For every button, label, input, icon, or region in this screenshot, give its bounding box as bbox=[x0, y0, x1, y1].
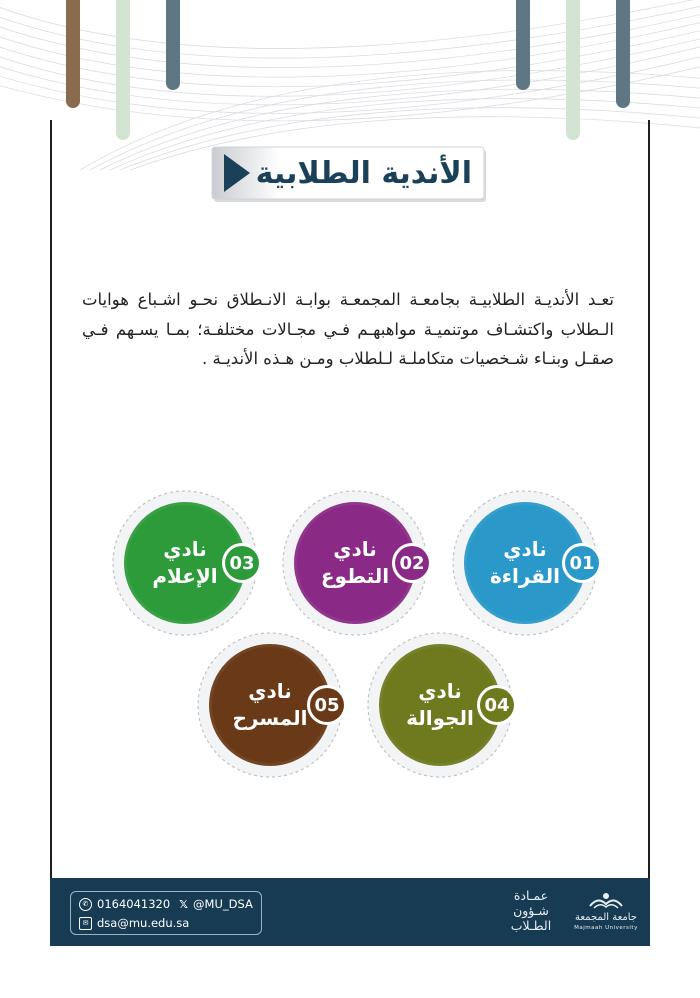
club-label-prefix: نادي bbox=[503, 537, 547, 561]
intro-paragraph: تعـد الأنديـة الطلابيـة بجامعـة المجمعـة بوابـة الانـطلاق نحـو اشـباع هوايات الـطلاب واكتشـاف موتنميـة مواهبهـم فـي مجـالات مختلفـة؛ بمـا يسـهم فـي صقـل وبنـاء شـخصيات متكاملـة لـلطلاب ومـن هـذه الأنديـة . bbox=[82, 290, 614, 368]
email-icon: ✉ bbox=[79, 917, 92, 930]
footer bbox=[50, 878, 650, 946]
x-twitter-icon: 𝕏 bbox=[179, 897, 189, 911]
decorative-bar bbox=[166, 0, 180, 90]
decorative-bar bbox=[516, 0, 530, 90]
club-number: 03 bbox=[225, 546, 259, 580]
club-item bbox=[450, 488, 600, 638]
club-label-prefix: نادي bbox=[333, 537, 377, 561]
decorative-wave-lines bbox=[0, 0, 700, 170]
club-label-prefix: نادي bbox=[163, 537, 207, 561]
club-number-badge bbox=[222, 543, 262, 583]
dsa-logo-line: شـؤون bbox=[513, 903, 549, 918]
club-number-badge bbox=[307, 685, 347, 725]
university-name-en: Majmaah University bbox=[574, 925, 638, 931]
club-name: التطوع bbox=[320, 564, 390, 588]
contact-row-phone bbox=[79, 897, 253, 911]
club-name: المسرح bbox=[232, 706, 308, 730]
club-label-prefix: نادي bbox=[418, 679, 462, 703]
university-logo bbox=[574, 888, 638, 938]
club-number-badge bbox=[562, 543, 602, 583]
club-name: الإعلام bbox=[152, 564, 218, 588]
club-number: 04 bbox=[480, 688, 514, 722]
frame-left-border bbox=[50, 120, 52, 910]
twitter-handle[interactable]: @MU_DSA bbox=[193, 897, 253, 911]
club-number-badge bbox=[477, 685, 517, 725]
dsa-logo-line: الطـلاب bbox=[510, 918, 552, 933]
decorative-bar bbox=[616, 0, 630, 108]
club-item bbox=[280, 488, 430, 638]
dsa-logo bbox=[498, 888, 564, 938]
page-title: الأندية الطلابية bbox=[255, 156, 472, 191]
title-banner bbox=[210, 146, 488, 204]
club-name: الجوالة bbox=[406, 706, 474, 730]
club-label-prefix: نادي bbox=[248, 679, 292, 703]
club-item bbox=[365, 630, 515, 780]
decorative-bar bbox=[566, 0, 580, 140]
club-number: 05 bbox=[310, 688, 344, 722]
club-item bbox=[195, 630, 345, 780]
contact-row-email bbox=[79, 916, 189, 930]
phone-number[interactable]: 0164041320 bbox=[97, 897, 171, 911]
dsa-logo-line: عمـادة bbox=[513, 888, 549, 903]
whatsapp-icon: ✆ bbox=[79, 898, 92, 911]
club-name: القراءة bbox=[489, 564, 561, 588]
contact-box bbox=[70, 891, 262, 935]
decorative-bar bbox=[116, 0, 130, 140]
club-number-badge bbox=[392, 543, 432, 583]
university-name-ar: جامعة المجمعة bbox=[575, 912, 637, 923]
club-item bbox=[110, 488, 260, 638]
university-emblem-icon bbox=[586, 890, 626, 912]
email-address[interactable]: dsa@mu.edu.sa bbox=[97, 916, 190, 930]
decorative-bar bbox=[66, 0, 80, 108]
club-number: 02 bbox=[395, 546, 429, 580]
club-number: 01 bbox=[565, 546, 599, 580]
frame-right-border bbox=[648, 120, 650, 910]
